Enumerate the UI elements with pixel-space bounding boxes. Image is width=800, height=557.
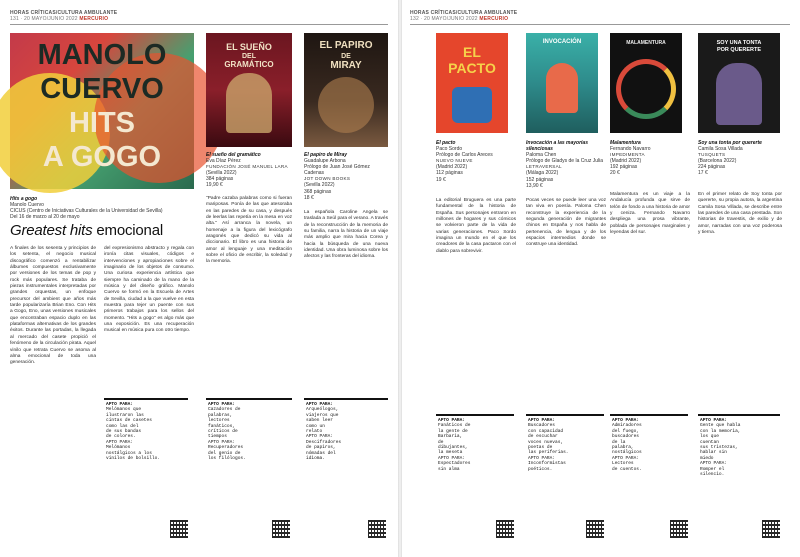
cover-title-line: INVOCACIÓN	[542, 39, 582, 45]
cover-title-line: PACTO	[448, 60, 496, 76]
book-info	[436, 140, 516, 183]
book-author: Fernando Navarro	[610, 146, 651, 153]
cover-title-line: CUERVO	[40, 73, 164, 105]
issue-label: 131 · 20 MAYO/JUNIO 2022	[10, 16, 78, 22]
book-publisher: IMPEDIMENTA	[610, 152, 645, 158]
cover-figure	[452, 87, 492, 123]
book-place: (Madrid 2022)	[436, 164, 468, 171]
book-cover-image	[610, 33, 682, 133]
cover-figure	[226, 73, 272, 133]
barcode-icon	[368, 520, 386, 538]
apto-text: Cazadores de palabras, lectores fanáticos, críticos de tiempos APTO PARA: Recuperadores del genio de los filólogos.	[208, 407, 246, 462]
apto-box	[306, 402, 341, 461]
book-info	[698, 140, 782, 177]
cover-title-line: MIRAY	[330, 60, 362, 71]
cover-figure	[616, 59, 676, 119]
cover-title-line: DEL	[242, 53, 256, 60]
book-cover-image	[436, 33, 508, 133]
cover-figure	[546, 63, 578, 113]
apto-box	[208, 402, 246, 461]
book-price: 19 €	[436, 176, 446, 183]
left-header	[10, 10, 117, 22]
cover-title-line: DE	[341, 53, 351, 60]
book-author: Guadalupe Arbona	[304, 158, 346, 165]
cover-figure	[318, 77, 374, 133]
section-label: HORAS CRÍTICAS/CULTURA AMBULANTE	[10, 10, 118, 16]
body-column: Pocas veces se puede leer una voz tan viva en poesía. Paloma Chen reconstruye la experiencia de la segunda generación de migrantes chinos en España y nos habla de pertenencia, de lengua y de los espacios intermedios donde se construye una identidad.	[526, 198, 608, 248]
apto-text: Buscadores con capacidad de escuchar voces nuevas, poetas de las periferias. APTO PARA: Inconformistas poéticos.	[528, 423, 569, 472]
magazine-name: MERCURIO	[479, 16, 509, 22]
apto-text: Gente que habla con la memoria, los que cuentan sus tristezas, hablar sin miedo APTO PARA: Romper el silencio.	[700, 423, 741, 478]
barcode-icon	[496, 520, 514, 538]
apto-label: APTO PARA:	[612, 418, 640, 423]
book-info	[206, 152, 292, 189]
apto-box	[612, 418, 642, 472]
book-info	[610, 140, 690, 177]
cover-title-line: MANOLO	[37, 39, 167, 71]
apto-label: APTO PARA:	[208, 402, 236, 407]
apto-frame	[436, 414, 514, 416]
cover-title-line: EL	[463, 44, 481, 60]
apto-label: APTO PARA:	[700, 418, 728, 423]
book-author: Paloma Chen	[526, 152, 557, 159]
feature-author: Manolo Cuervo	[10, 202, 44, 209]
body-column: "Padre cazaba palabras como si fueran mariposas. Ponía de las que atesoraba en las paredes de su casa, y después de leerlas las repetía en la mesa en voz alta." Así arranca la novela, un homenaje a la figura del lexicógrafo aragonés que dedicó su vida al diccionario. El libro es una historia de amor al lenguaje y una meditación sobre el oficio de escribir, la soledad y la memoria.	[206, 196, 294, 265]
book-author: Eva Díaz Pérez	[206, 158, 241, 165]
cover-title-line: GRAMÁTICO	[224, 60, 274, 69]
feature-info	[10, 196, 194, 220]
book-title: Invocación a las mayorías silenciosas	[526, 140, 588, 153]
left-page	[0, 0, 398, 557]
feature-venue: CICUS (Centro de Iniciativas Culturales de la Universidad de Sevilla)	[10, 208, 163, 215]
book-cover-image	[698, 33, 780, 133]
book-price: 13,90 €	[526, 182, 543, 189]
apto-frame	[610, 414, 688, 416]
apto-label: APTO PARA:	[438, 418, 466, 423]
body-column: del expresionismo abstracto y regala con ironía citas visuales, códigos e intervenciones y apropiaciones sobre el imaginario de los objetos de consumo. Una curiosa experiencia artística que siempre ha caminado de la mano de la música y del diseño gráfico. Manolo Cuervo se formó en la Escuela de Artes de Sevilla, ciudad a la que vuelve en esta muestra para tejer un puente con sus primeros trabajos para los sellos del momento. "Hits a gogo" es algo más que una exposición. Es una recuperación musical en música pura con otro tiempo.	[104, 246, 196, 334]
book-place: (Málaga 2022)	[526, 170, 559, 177]
body-column: En el primer relato de Soy tonta por quererte, su propia autora, la argentina Camila Sosa Villada, se describe entre las paredes de una casa prestada. Son historias de travestis, de exilio y de amor, narradas con una voz poderosa y tierna.	[698, 192, 784, 236]
book-price: 19,90 €	[206, 182, 223, 189]
book-info	[526, 140, 606, 189]
right-header	[410, 10, 517, 22]
book-place: (Madrid 2022)	[610, 158, 642, 165]
apto-label: APTO PARA:	[306, 402, 334, 407]
feature-headline	[10, 222, 163, 239]
barcode-icon	[670, 520, 688, 538]
issue-label: 132 · 20 MAYO/JUNIO 2022	[410, 16, 478, 22]
section-label: HORAS CRÍTICAS/CULTURA AMBULANTE	[410, 10, 518, 16]
apto-text: Arqueólogos, viajeros que saben leer como un relato APTO PARA: Descifradores de papiros, nómadas del idioma.	[306, 407, 342, 462]
apto-frame	[698, 414, 780, 416]
body-column: Malamentura es un viaje a la Andalucía profunda que sirve de telón de fondo a una historia de amor y ceniza. Fernando Navarro despliega una prosa vibrante, poblada de personajes marginales y leyendas del sur.	[610, 192, 692, 236]
book-pages: 192 páginas	[610, 164, 638, 171]
book-publisher: TUSQUETS	[698, 152, 726, 158]
apto-text: Admiradores del fuego, buscadores de la palabra, nostálgicos APTO PARA: Lectores de cuentos.	[612, 423, 642, 472]
book-publisher: JOT DOWN BOOKS	[304, 176, 351, 182]
book-price: 20 €	[610, 170, 620, 177]
apto-label: APTO PARA:	[528, 418, 556, 423]
apto-box	[106, 402, 160, 461]
book-publisher: LETRAVERSAL	[526, 164, 562, 170]
cover-title-line: A GOGO	[42, 141, 162, 173]
barcode-icon	[170, 520, 188, 538]
apto-text: Melómanos que ilustraron las cintas de casetes como las del de sus bandas de colores. APTO PARA: Melómanos nostálgicos a los vinilos de bolsillo.	[106, 407, 161, 462]
feature-title: Hits a gogo	[10, 196, 38, 202]
book-title: El pacto	[436, 140, 456, 146]
book-title: El sueño del gramático	[206, 152, 261, 158]
book-cover-image	[526, 33, 598, 133]
feature-dates: Del 16 de marzo al 20 de mayo	[10, 214, 80, 221]
apto-frame	[526, 414, 604, 416]
apto-label: APTO PARA:	[106, 402, 134, 407]
feature-cover-image	[10, 33, 194, 189]
apto-frame	[304, 398, 388, 400]
barcode-icon	[586, 520, 604, 538]
book-cover-image	[206, 33, 292, 147]
right-page	[402, 0, 800, 557]
book-title: Malamentura	[610, 140, 641, 146]
book-title: El papiro de Miray	[304, 152, 348, 158]
cover-figure	[716, 63, 762, 125]
apto-frame	[206, 398, 292, 400]
book-publisher: FUNDACIÓN JOSÉ MANUEL LARA	[206, 164, 288, 170]
book-pages: 112 páginas	[436, 170, 463, 177]
cover-title-line: SOY UNA TONTA	[716, 40, 762, 46]
book-info	[304, 152, 388, 201]
cover-title-line: EL PAPIRO	[319, 40, 373, 51]
book-title: Soy una tonta por quererte	[698, 140, 762, 146]
book-cover-image	[304, 33, 388, 147]
apto-box	[700, 418, 741, 477]
apto-frame	[104, 398, 188, 400]
book-price: 17 €	[698, 170, 708, 177]
book-prologue: Prólogo de Carlos Areces	[436, 152, 493, 159]
book-prologue: Prólogo de Gladys de la Cruz Julia	[526, 158, 603, 165]
apto-box	[438, 418, 470, 472]
book-pages: 384 páginas	[206, 176, 234, 183]
book-price: 18 €	[304, 194, 314, 201]
headline-regular: emocional	[92, 222, 163, 239]
magazine-name: MERCURIO	[79, 16, 109, 22]
body-column: La española Caroline Angela se traslada a Seúl para el verano. A través de la reconstrucción de la memoria de su familia, narra la historia de un viaje más amplio que mira hacia Corea y hacia la búsqueda de una nueva identidad. Una obra luminosa sobre los afectos y las fronteras del idioma.	[304, 210, 390, 260]
cover-title-line: POR QUERERTE	[716, 47, 761, 53]
barcode-icon	[762, 520, 780, 538]
book-author: Camila Sosa Villada	[698, 146, 743, 153]
book-place: (Sevilla 2022)	[206, 170, 237, 177]
body-column: A finales de los sesenta y principios de los setenta, el negocio musical discográfico comenzó a rentabilizar álbumes compuestos exclusivamente por versiones de los temas de pop y rock más populares. Se trataba de piezas instrumentales interpretadas por grandes orquestas, un enfoque precursor del ambient que años más tarde popularizaría Brian Eno. Con Hits a Gogo, Eno, unas versiones musicales que encontraban espacio duplo en las plataformas alternativas de los grandes éxitos. Durante las portadas, la llegada al mercado del casete propició el fenómeno de la circulación pirata. Aquel vinilo que retrata Cuervo se asoma al alma emocional de toda una generación.	[10, 246, 98, 366]
cover-title-line: MALAMENTURA	[626, 40, 666, 46]
body-column: La editorial Bruguera es una parte fundamental de la historia de España. Sus personajes entraron en millones de hogares y sus cómicos se volvieron parte de la vida de varias generaciones. Paco Sordo imagina un mundo en el que los creadores de la casa pactaron con el diablo para sobrevivir.	[436, 198, 518, 254]
book-place: (Sevilla 2022)	[304, 182, 335, 189]
book-prologue: Prólogo de Juan José Gómez Cadenas	[304, 164, 370, 177]
book-pages: 368 páginas	[304, 188, 332, 195]
cover-title-line: EL SUEÑO	[226, 42, 272, 52]
apto-box	[528, 418, 569, 472]
barcode-icon	[272, 520, 290, 538]
book-author: Paco Sordo	[436, 146, 463, 153]
book-publisher: NUEVO NUEVE	[436, 158, 473, 164]
header-rule	[410, 24, 790, 25]
book-pages: 224 páginas	[698, 164, 726, 171]
cover-title-line: HITS	[68, 107, 136, 139]
header-rule	[10, 24, 388, 25]
book-place: (Barcelona 2022)	[698, 158, 737, 165]
headline-italic: Greatest hits	[10, 222, 93, 239]
apto-text: Fanáticos de la gente de Barbaria, de dibujantes, la meseta APTO PARA: Espectadores sin alma	[438, 423, 471, 472]
book-pages: 152 páginas	[526, 176, 554, 183]
